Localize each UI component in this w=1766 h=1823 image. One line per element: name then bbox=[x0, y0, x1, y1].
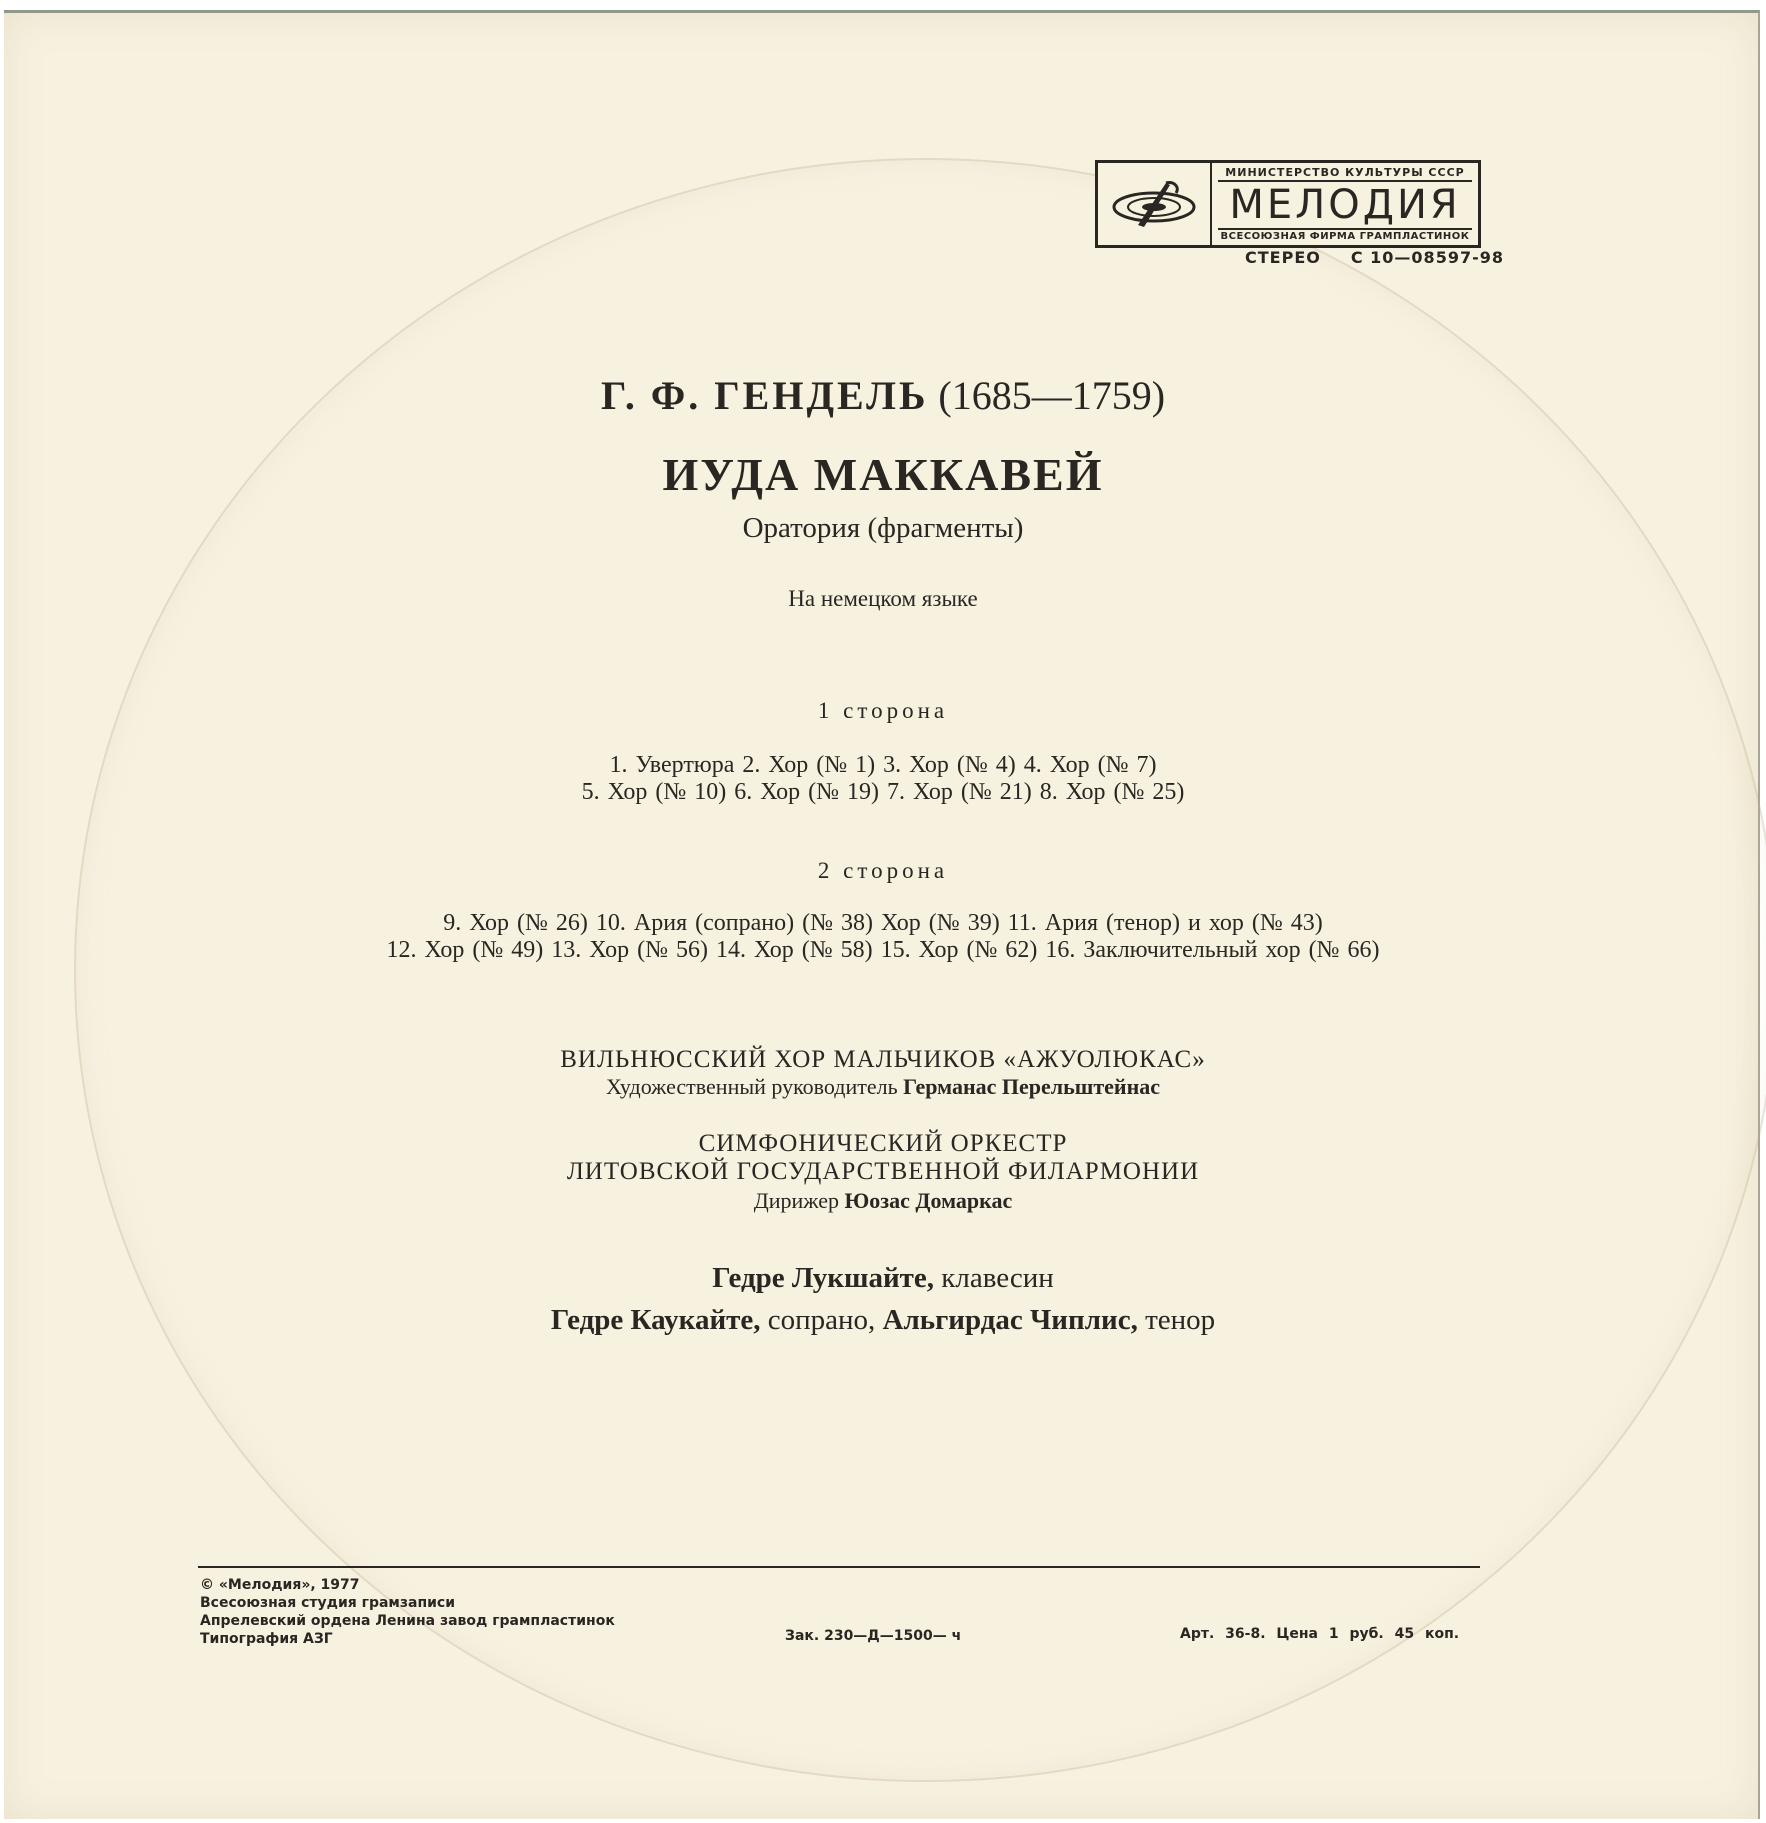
soloist-name: Гедре Лукшайте, bbox=[712, 1262, 935, 1294]
composer-name: Г. Ф. ГЕНДЕЛЬ bbox=[600, 373, 929, 418]
work-title: ИУДА МАККАВЕЙ bbox=[662, 449, 1104, 500]
orchestra-conductor bbox=[0, 1188, 1766, 1214]
price-line: Арт. 36-8. Цена 1 руб. 45 коп. bbox=[1180, 1626, 1460, 1642]
soloist-role: сопрано, bbox=[767, 1304, 876, 1336]
order-number: Зак. 230—Д—1500— ч bbox=[785, 1628, 962, 1644]
catalog-line bbox=[1245, 248, 1504, 267]
studio: Всесоюзная студия грамзаписи bbox=[200, 1595, 456, 1611]
footer-credits bbox=[200, 1576, 615, 1648]
side2-label: 2 сторона bbox=[817, 858, 949, 883]
soloist-line1 bbox=[0, 1262, 1766, 1295]
choir-director bbox=[0, 1074, 1766, 1100]
soloist-name: Альгирдас Чиплис, bbox=[882, 1304, 1138, 1336]
melodiya-emblem-icon bbox=[1098, 163, 1212, 245]
logo-ministry: МИНИСТЕРСТВО КУЛЬТУРЫ СССР bbox=[1218, 166, 1472, 182]
side1-label: 1 сторона bbox=[817, 698, 949, 723]
choir-director-role: Художественный руководитель bbox=[605, 1074, 898, 1099]
melodiya-logo bbox=[1095, 160, 1481, 248]
soloist-role: клавесин bbox=[941, 1262, 1054, 1294]
orchestra-line1: СИМФОНИЧЕСКИЙ ОРКЕСТР bbox=[698, 1130, 1068, 1157]
logo-brand: МЕЛОДИЯ bbox=[1229, 182, 1461, 228]
plant: Апрелевский ордена Ленина завод грампластинок bbox=[200, 1613, 615, 1629]
side1-tracks bbox=[0, 752, 1766, 806]
side2-tracks bbox=[0, 910, 1766, 964]
copyright: © «Мелодия», 1977 bbox=[200, 1577, 360, 1593]
choir-name: ВИЛЬНЮССКИЙ ХОР МАЛЬЧИКОВ «АЖУОЛЮКАС» bbox=[560, 1046, 1206, 1073]
side1-track-line: 1. Увертюра 2. Хор (№ 1) 3. Хор (№ 4) 4. Хор (№ 7) bbox=[609, 752, 1157, 778]
language-note: На немецком языке bbox=[788, 586, 978, 611]
stereo-label: СТЕРЕО bbox=[1245, 248, 1321, 267]
logo-text-block bbox=[1212, 163, 1478, 245]
conductor-role: Дирижер bbox=[753, 1188, 839, 1213]
footer-divider bbox=[198, 1566, 1480, 1568]
composer-line bbox=[0, 372, 1766, 419]
catalog-number: С 10—08597-98 bbox=[1350, 248, 1504, 267]
composer-years: (1685—1759) bbox=[938, 373, 1166, 418]
logo-firm: ВСЕСОЮЗНАЯ ФИРМА ГРАМПЛАСТИНОК bbox=[1218, 228, 1472, 242]
orchestra-line2: ЛИТОВСКОЙ ГОСУДАРСТВЕННОЙ ФИЛАРМОНИИ bbox=[566, 1158, 1200, 1185]
soloist-name: Гедре Каукайте, bbox=[550, 1304, 761, 1336]
soloist-line2 bbox=[0, 1304, 1766, 1337]
side2-track-line: 12. Хор (№ 49) 13. Хор (№ 56) 14. Хор (№ 58) 15. Хор (№ 62) 16. Заключительный хор (№ 66) bbox=[386, 937, 1380, 963]
printer: Типография АЗГ bbox=[200, 1631, 333, 1647]
choir-director-name: Германас Перельштейнас bbox=[903, 1074, 1161, 1099]
side1-track-line: 5. Хор (№ 10) 6. Хор (№ 19) 7. Хор (№ 21) 8. Хор (№ 25) bbox=[581, 779, 1185, 805]
side2-track-line: 9. Хор (№ 26) 10. Ария (сопрано) (№ 38) Хор (№ 39) 11. Ария (тенор) и хор (№ 43) bbox=[443, 910, 1323, 936]
work-subtitle: Оратория (фрагменты) bbox=[742, 512, 1024, 544]
soloist-role: тенор bbox=[1145, 1304, 1216, 1336]
conductor-name: Юозас Домаркас bbox=[844, 1188, 1013, 1213]
